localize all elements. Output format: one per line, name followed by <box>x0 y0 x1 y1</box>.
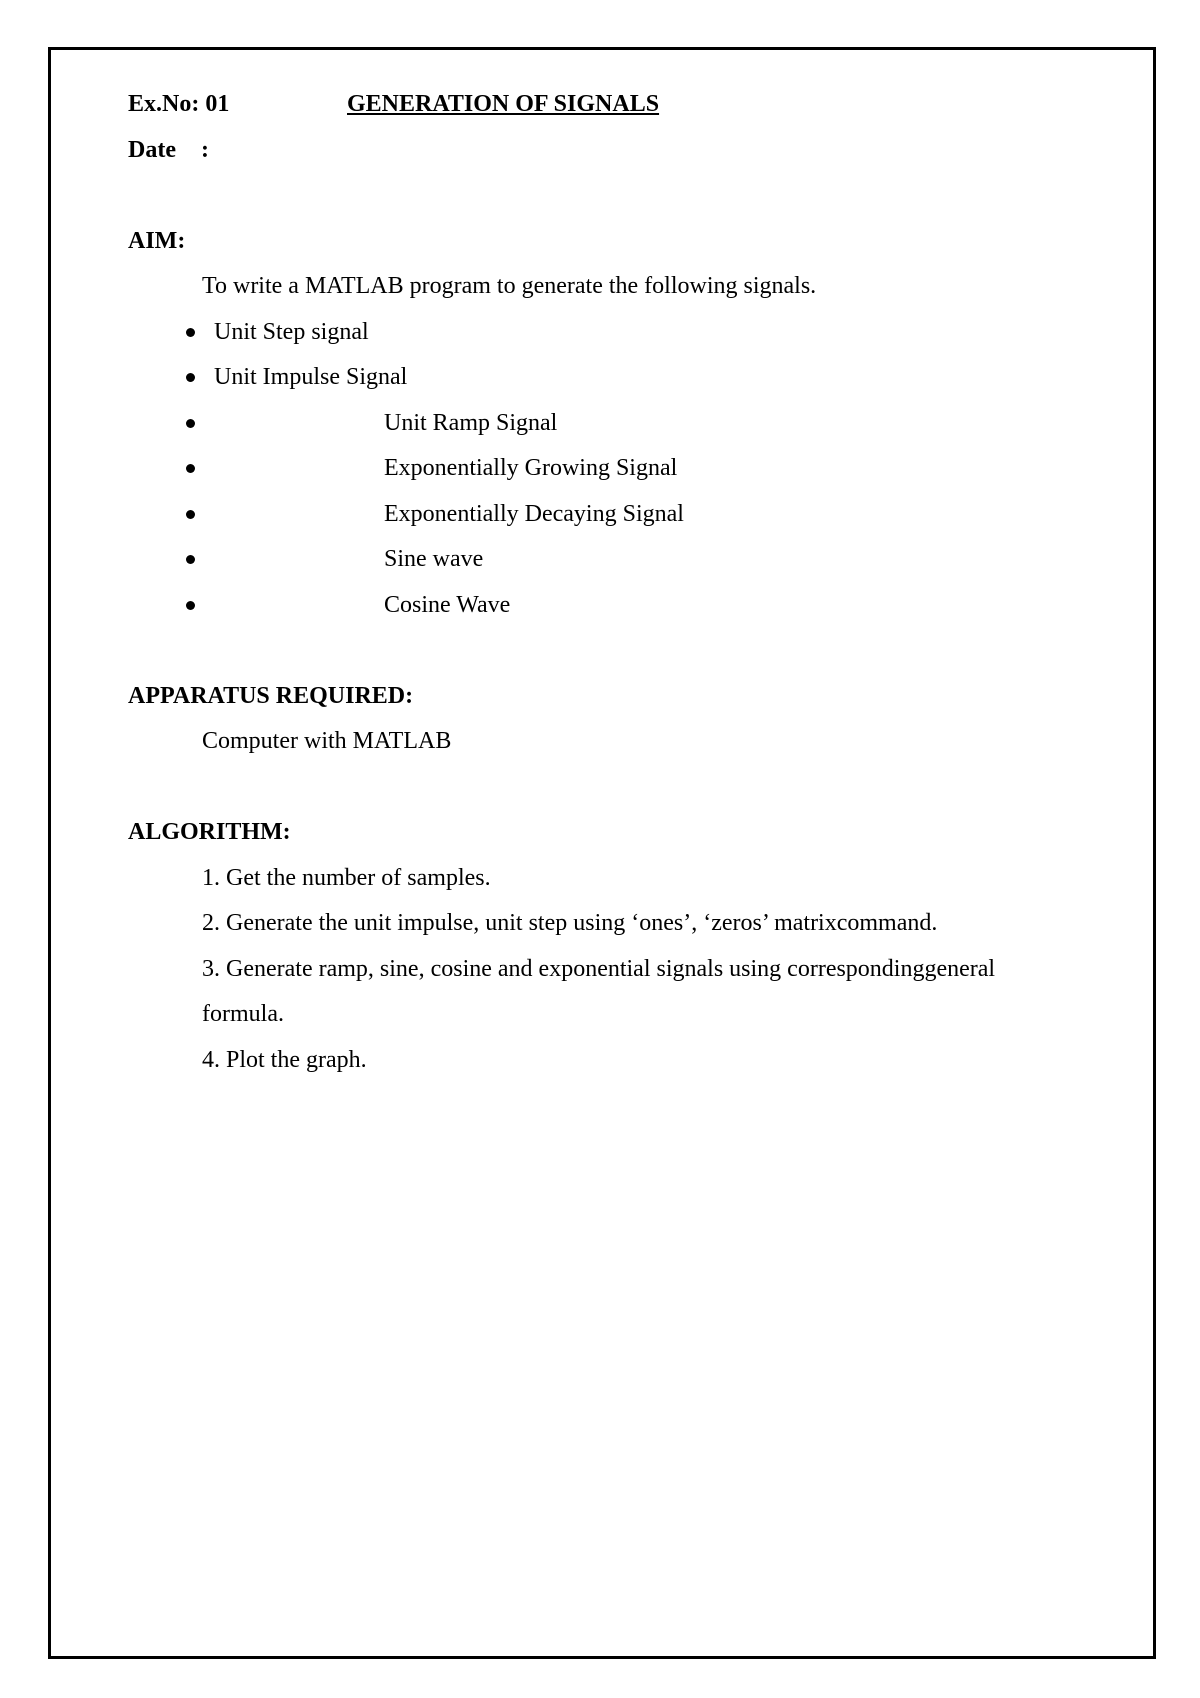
algorithm-step: 2. Generate the unit impulse, unit step using ‘ones’, ‘zeros’ matrixcommand. <box>202 910 938 936</box>
bullet-icon <box>186 328 195 337</box>
bullet-text: Unit Impulse Signal <box>214 364 408 390</box>
experiment-number: Ex.No: 01 <box>128 91 230 117</box>
bullet-item <box>128 583 1088 629</box>
bullet-text: Unit Ramp Signal <box>384 409 558 436</box>
date-colon: : <box>201 136 209 163</box>
bullet-icon <box>186 510 195 519</box>
algorithm-step: 1. Get the number of samples. <box>202 864 491 891</box>
apparatus-text: Computer with MATLAB <box>202 728 452 754</box>
spacer <box>128 765 1088 811</box>
algorithm-step: 3. Generate ramp, sine, cosine and exponential signals using correspondinggeneral <box>202 955 996 982</box>
bullet-icon <box>186 373 195 382</box>
apparatus-heading: APPARATUS REQUIRED: <box>128 682 414 709</box>
bullet-item <box>128 537 1088 583</box>
aim-heading: AIM: <box>128 227 186 254</box>
bullet-item <box>128 401 1088 447</box>
bullet-item <box>128 355 1088 401</box>
bullet-icon <box>186 601 195 610</box>
document-content <box>128 82 1088 1083</box>
header-row <box>128 82 1088 128</box>
date-row <box>128 128 1088 174</box>
bullet-icon <box>186 555 195 564</box>
spacer <box>128 173 1088 219</box>
bullet-icon <box>186 464 195 473</box>
bullet-item <box>128 446 1088 492</box>
bullet-item <box>128 492 1088 538</box>
bullet-item <box>128 310 1088 356</box>
spacer <box>128 628 1088 674</box>
algorithm-step: 4. Plot the graph. <box>202 1046 367 1073</box>
algorithm-heading: ALGORITHM: <box>128 819 291 845</box>
algorithm-step-continuation: formula. <box>202 1001 284 1027</box>
aim-text: To write a MATLAB program to generate the following signals. <box>202 273 817 299</box>
bullet-icon <box>186 419 195 428</box>
bullet-text: Exponentially Decaying Signal <box>384 500 684 527</box>
bullet-text: Cosine Wave <box>384 591 511 618</box>
document-title: GENERATION OF SIGNALS <box>347 91 660 117</box>
bullet-text: Unit Step signal <box>214 318 369 345</box>
bullet-text: Sine wave <box>384 546 484 572</box>
date-label: Date <box>128 136 176 163</box>
bullet-text: Exponentially Growing Signal <box>384 455 678 481</box>
